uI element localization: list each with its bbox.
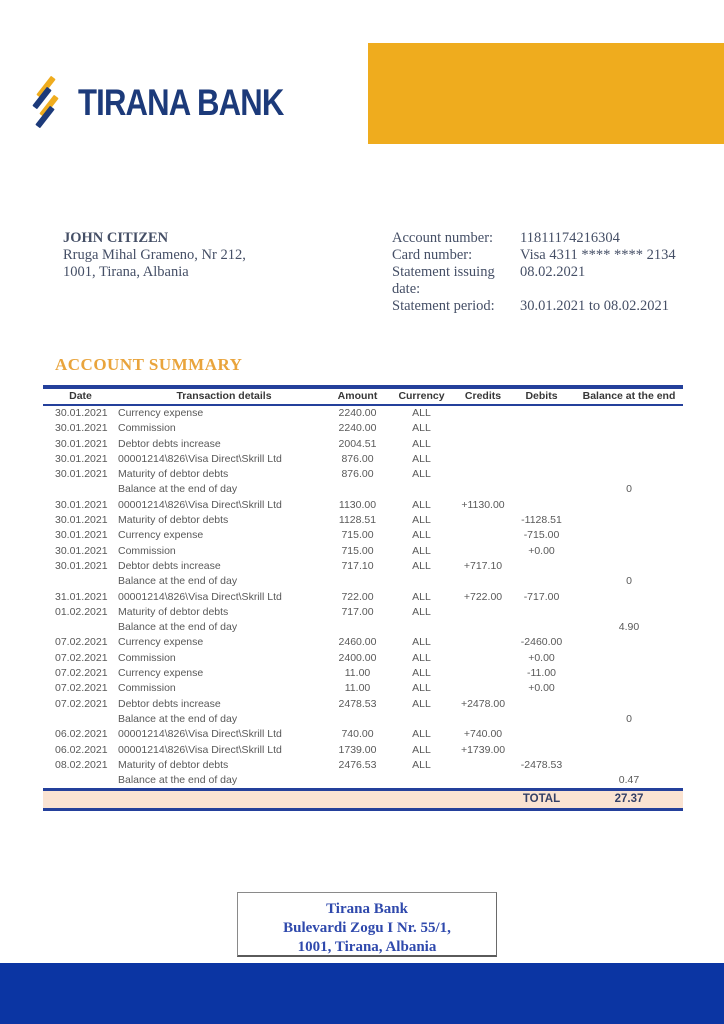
table-cell: Commission [118, 651, 176, 664]
table-row [43, 437, 683, 452]
table-cell [508, 452, 575, 467]
table-row [43, 452, 683, 467]
table-cell [575, 406, 683, 421]
card-number-label: Card number: [392, 247, 473, 263]
table-cell [330, 574, 385, 589]
table-cell [575, 727, 683, 742]
table-row [43, 620, 683, 635]
table-cell [575, 697, 683, 712]
total-value: 27.37 [614, 793, 644, 806]
table-cell: 1739.00 [338, 743, 377, 756]
table-row [43, 498, 683, 513]
table-cell: -715.00 [523, 529, 560, 542]
table-total-row [43, 791, 683, 808]
table-cell: ALL [412, 697, 431, 710]
table-cell [575, 666, 683, 681]
table-cell [458, 452, 508, 467]
table-cell: 717.00 [341, 605, 374, 618]
bank-logo-icon [30, 78, 64, 128]
table-cell: 00001214\826\Visa Direct\Skrill Ltd [118, 728, 282, 741]
table-cell: +0.00 [528, 544, 555, 557]
table-cell: 722.00 [341, 590, 374, 603]
table-cell: ALL [412, 514, 431, 527]
customer-address-line1: Rruga Mihal Grameno, Nr 212, [63, 247, 246, 263]
table-cell [458, 482, 508, 497]
table-cell: 740.00 [341, 728, 374, 741]
footer-address-line1: Bulevardi Zogu I Nr. 55/1, [283, 920, 451, 936]
table-row [43, 666, 683, 681]
table-cell: Balance at the end of day [118, 712, 238, 725]
table-row [43, 590, 683, 605]
table-cell [575, 421, 683, 436]
table-cell: ALL [412, 605, 431, 618]
table-cell: -717.00 [523, 590, 560, 603]
table-cell [458, 467, 508, 482]
table-cell: Maturity of debtor debts [118, 514, 229, 527]
table-cell [508, 482, 575, 497]
table-cell [575, 590, 683, 605]
table-row [43, 467, 683, 482]
table-cell [575, 681, 683, 696]
table-cell: Debtor debts increase [118, 559, 221, 572]
table-cell [508, 743, 575, 758]
table-cell [458, 666, 508, 681]
table-cell: Debtor debts increase [118, 437, 221, 450]
table-cell: ALL [412, 651, 431, 664]
table-cell [330, 620, 385, 635]
table-cell: 30.01.2021 [55, 498, 108, 511]
table-cell: 715.00 [341, 529, 374, 542]
table-cell: ALL [412, 559, 431, 572]
table-cell: Maturity of debtor debts [118, 758, 229, 771]
card-number-row [392, 247, 676, 264]
table-cell: ALL [412, 758, 431, 771]
table-cell [575, 452, 683, 467]
table-cell: ALL [412, 529, 431, 542]
card-number-value: Visa 4311 **** **** 2134 [520, 247, 676, 263]
table-cell [575, 528, 683, 543]
table-cell: Balance at the end of day [118, 621, 238, 634]
table-cell: 2004.51 [338, 437, 377, 450]
table-header-row [43, 389, 683, 404]
table-cell: 07.02.2021 [55, 697, 108, 710]
table-cell: ALL [412, 407, 431, 419]
column-header-currency: Currency [398, 390, 445, 402]
issuing-date-label: Statement issuing date: [392, 264, 495, 297]
table-cell: 00001214\826\Visa Direct\Skrill Ltd [118, 452, 282, 465]
table-cell: +0.00 [528, 651, 555, 664]
table-cell: +1130.00 [461, 498, 505, 511]
table-cell [575, 513, 683, 528]
table-cell [508, 773, 575, 788]
table-cell: Balance at the end of day [118, 483, 238, 496]
table-cell [458, 574, 508, 589]
customer-address-block [63, 230, 246, 281]
table-row [43, 406, 683, 421]
table-row [43, 758, 683, 773]
table-cell [43, 482, 118, 497]
footer-address-line2: 1001, Tirana, Albania [297, 939, 437, 955]
column-header-date: Date [69, 390, 92, 402]
table-cell [330, 482, 385, 497]
table-cell: Balance at the end of day [118, 575, 238, 588]
table-cell [458, 620, 508, 635]
table-cell [575, 635, 683, 650]
table-cell [575, 467, 683, 482]
table-cell: 11.00 [344, 682, 371, 695]
table-cell [508, 406, 575, 421]
table-cell: 06.02.2021 [55, 743, 108, 756]
table-cell: ALL [412, 590, 431, 603]
table-cell: 30.01.2021 [55, 559, 108, 572]
summary-table-body [43, 406, 683, 788]
table-cell [458, 681, 508, 696]
bank-logo-text: TIRANA BANK [78, 82, 284, 123]
table-row [43, 574, 683, 589]
table-cell: 2478.53 [338, 697, 377, 710]
account-number-row [392, 230, 676, 247]
table-cell [458, 513, 508, 528]
footer-bank-name: Tirana Bank [326, 901, 408, 917]
table-cell: 1130.00 [338, 498, 377, 511]
table-cell [458, 406, 508, 421]
table-cell: Commission [118, 682, 176, 695]
table-cell: 07.02.2021 [55, 682, 108, 695]
table-cell [508, 498, 575, 513]
table-cell: 08.02.2021 [55, 758, 108, 771]
table-cell [43, 773, 118, 788]
table-cell: 0 [626, 483, 632, 496]
table-cell: -2460.00 [520, 636, 563, 649]
table-cell [575, 758, 683, 773]
table-cell: 30.01.2021 [55, 437, 108, 450]
table-cell [508, 574, 575, 589]
table-cell: -1128.51 [521, 514, 562, 527]
table-cell [458, 635, 508, 650]
customer-address-line2: 1001, Tirana, Albania [63, 264, 189, 280]
table-cell: 30.01.2021 [55, 422, 108, 435]
table-cell [458, 651, 508, 666]
account-info-block [392, 230, 676, 315]
table-cell: ALL [412, 437, 431, 450]
table-cell: 30.01.2021 [55, 514, 108, 527]
table-cell: 30.01.2021 [55, 529, 108, 542]
table-cell: ALL [412, 728, 431, 741]
table-cell: 0 [626, 712, 632, 725]
issuing-date-value: 08.02.2021 [520, 264, 586, 280]
table-cell [575, 743, 683, 758]
table-cell: 4.90 [618, 621, 640, 634]
table-cell: 07.02.2021 [55, 651, 108, 664]
table-cell [458, 544, 508, 559]
table-cell: 01.02.2021 [55, 605, 108, 618]
table-row [43, 482, 683, 497]
bank-logo [30, 78, 323, 128]
table-cell [575, 559, 683, 574]
table-cell: -11.00 [527, 667, 556, 680]
table-row [43, 712, 683, 727]
table-cell: +0.00 [528, 682, 555, 695]
table-cell: 00001214\826\Visa Direct\Skrill Ltd [118, 498, 282, 511]
table-cell [575, 605, 683, 620]
table-cell [330, 773, 385, 788]
table-cell: ALL [412, 636, 431, 649]
table-cell: Maturity of debtor debts [118, 468, 229, 481]
table-cell: Maturity of debtor debts [118, 605, 229, 618]
table-cell: ALL [412, 452, 431, 465]
column-header-credits: Credits [464, 390, 502, 402]
table-cell: 30.01.2021 [55, 468, 108, 481]
table-row [43, 528, 683, 543]
table-row [43, 773, 683, 788]
table-cell [575, 498, 683, 513]
table-cell: Commission [118, 544, 176, 557]
table-cell: 1128.51 [338, 514, 377, 527]
table-cell [508, 697, 575, 712]
table-cell [458, 528, 508, 543]
customer-name: JOHN CITIZEN [63, 230, 169, 246]
statement-period-label: Statement period: [392, 298, 495, 314]
table-cell: Currency expense [118, 407, 204, 419]
table-cell: 00001214\826\Visa Direct\Skrill Ltd [118, 743, 282, 756]
statement-period-row [392, 298, 676, 315]
table-cell [508, 421, 575, 436]
table-bottom-border [43, 808, 683, 811]
table-cell: 0 [626, 575, 632, 588]
table-cell [458, 437, 508, 452]
account-summary-table [43, 385, 683, 811]
table-cell: 876.00 [341, 468, 374, 481]
column-header-transaction-details: Transaction details [176, 390, 272, 402]
table-cell: 07.02.2021 [55, 636, 108, 649]
table-cell [458, 421, 508, 436]
table-cell: ALL [412, 667, 431, 680]
table-cell: 30.01.2021 [55, 407, 108, 419]
table-cell: +740.00 [463, 728, 503, 741]
table-row [43, 605, 683, 620]
table-cell [458, 712, 508, 727]
table-cell: 11.00 [344, 667, 371, 680]
table-cell: Debtor debts increase [118, 697, 221, 710]
table-cell: 876.00 [341, 452, 374, 465]
table-cell [385, 773, 458, 788]
table-cell: ALL [412, 544, 431, 557]
table-cell: 30.01.2021 [55, 452, 108, 465]
table-cell: Balance at the end of day [118, 774, 238, 787]
table-cell [508, 620, 575, 635]
table-row [43, 559, 683, 574]
table-cell: 0.47 [618, 774, 640, 787]
table-cell: 30.01.2021 [55, 544, 108, 557]
table-cell: 2240.00 [338, 422, 377, 435]
table-cell: 00001214\826\Visa Direct\Skrill Ltd [118, 590, 282, 603]
table-cell [508, 467, 575, 482]
table-cell [43, 620, 118, 635]
table-cell [330, 712, 385, 727]
table-cell: Currency expense [118, 529, 204, 542]
table-row [43, 681, 683, 696]
table-cell: +717.10 [463, 559, 503, 572]
table-cell [458, 773, 508, 788]
table-cell: 2240.00 [338, 407, 377, 419]
table-cell [385, 712, 458, 727]
table-cell: ALL [412, 743, 431, 756]
column-header-balance: Balance at the end [582, 390, 676, 402]
table-cell: 717.10 [341, 559, 374, 572]
account-number-label: Account number: [392, 230, 494, 246]
table-cell: +2478.00 [460, 697, 506, 710]
table-cell [508, 727, 575, 742]
bank-address-box [237, 892, 497, 957]
table-row [43, 651, 683, 666]
table-cell [458, 758, 508, 773]
table-cell: Currency expense [118, 667, 204, 680]
table-cell [508, 559, 575, 574]
table-cell: +1739.00 [460, 743, 506, 756]
table-cell [385, 620, 458, 635]
table-row [43, 727, 683, 742]
table-cell [43, 574, 118, 589]
table-cell: ALL [412, 468, 431, 481]
table-cell: Currency expense [118, 636, 204, 649]
table-cell: ALL [412, 682, 431, 695]
table-cell [508, 712, 575, 727]
table-cell [508, 605, 575, 620]
footer-blue-bar [0, 963, 724, 1024]
table-cell: 2400.00 [338, 651, 377, 664]
table-cell [575, 544, 683, 559]
table-row [43, 743, 683, 758]
table-cell: -2478.53 [520, 758, 563, 771]
table-cell: 31.01.2021 [55, 590, 108, 603]
account-summary-title: ACCOUNT SUMMARY [55, 355, 243, 374]
table-cell [575, 437, 683, 452]
table-cell [575, 651, 683, 666]
table-cell: Commission [118, 422, 176, 435]
table-row [43, 421, 683, 436]
issuing-date-row [392, 264, 676, 298]
account-number-value: 11811174216304 [520, 230, 620, 246]
total-label: TOTAL [522, 793, 561, 806]
table-row [43, 697, 683, 712]
table-cell: 715.00 [341, 544, 374, 557]
table-cell: 2476.53 [338, 758, 377, 771]
column-header-debits: Debits [525, 390, 558, 402]
table-cell [43, 712, 118, 727]
table-row [43, 635, 683, 650]
table-cell: 2460.00 [338, 636, 377, 649]
table-cell [508, 437, 575, 452]
column-header-amount: Amount [337, 390, 378, 402]
table-cell [385, 482, 458, 497]
table-cell: 06.02.2021 [55, 728, 108, 741]
table-cell: ALL [412, 498, 431, 511]
table-row [43, 513, 683, 528]
table-cell: ALL [412, 422, 431, 435]
header-yellow-block [368, 43, 724, 144]
table-cell [458, 605, 508, 620]
table-row [43, 544, 683, 559]
table-cell: 07.02.2021 [55, 667, 108, 680]
table-cell [385, 574, 458, 589]
statement-period-value: 30.01.2021 to 08.02.2021 [520, 298, 670, 314]
table-cell: +722.00 [463, 590, 503, 603]
